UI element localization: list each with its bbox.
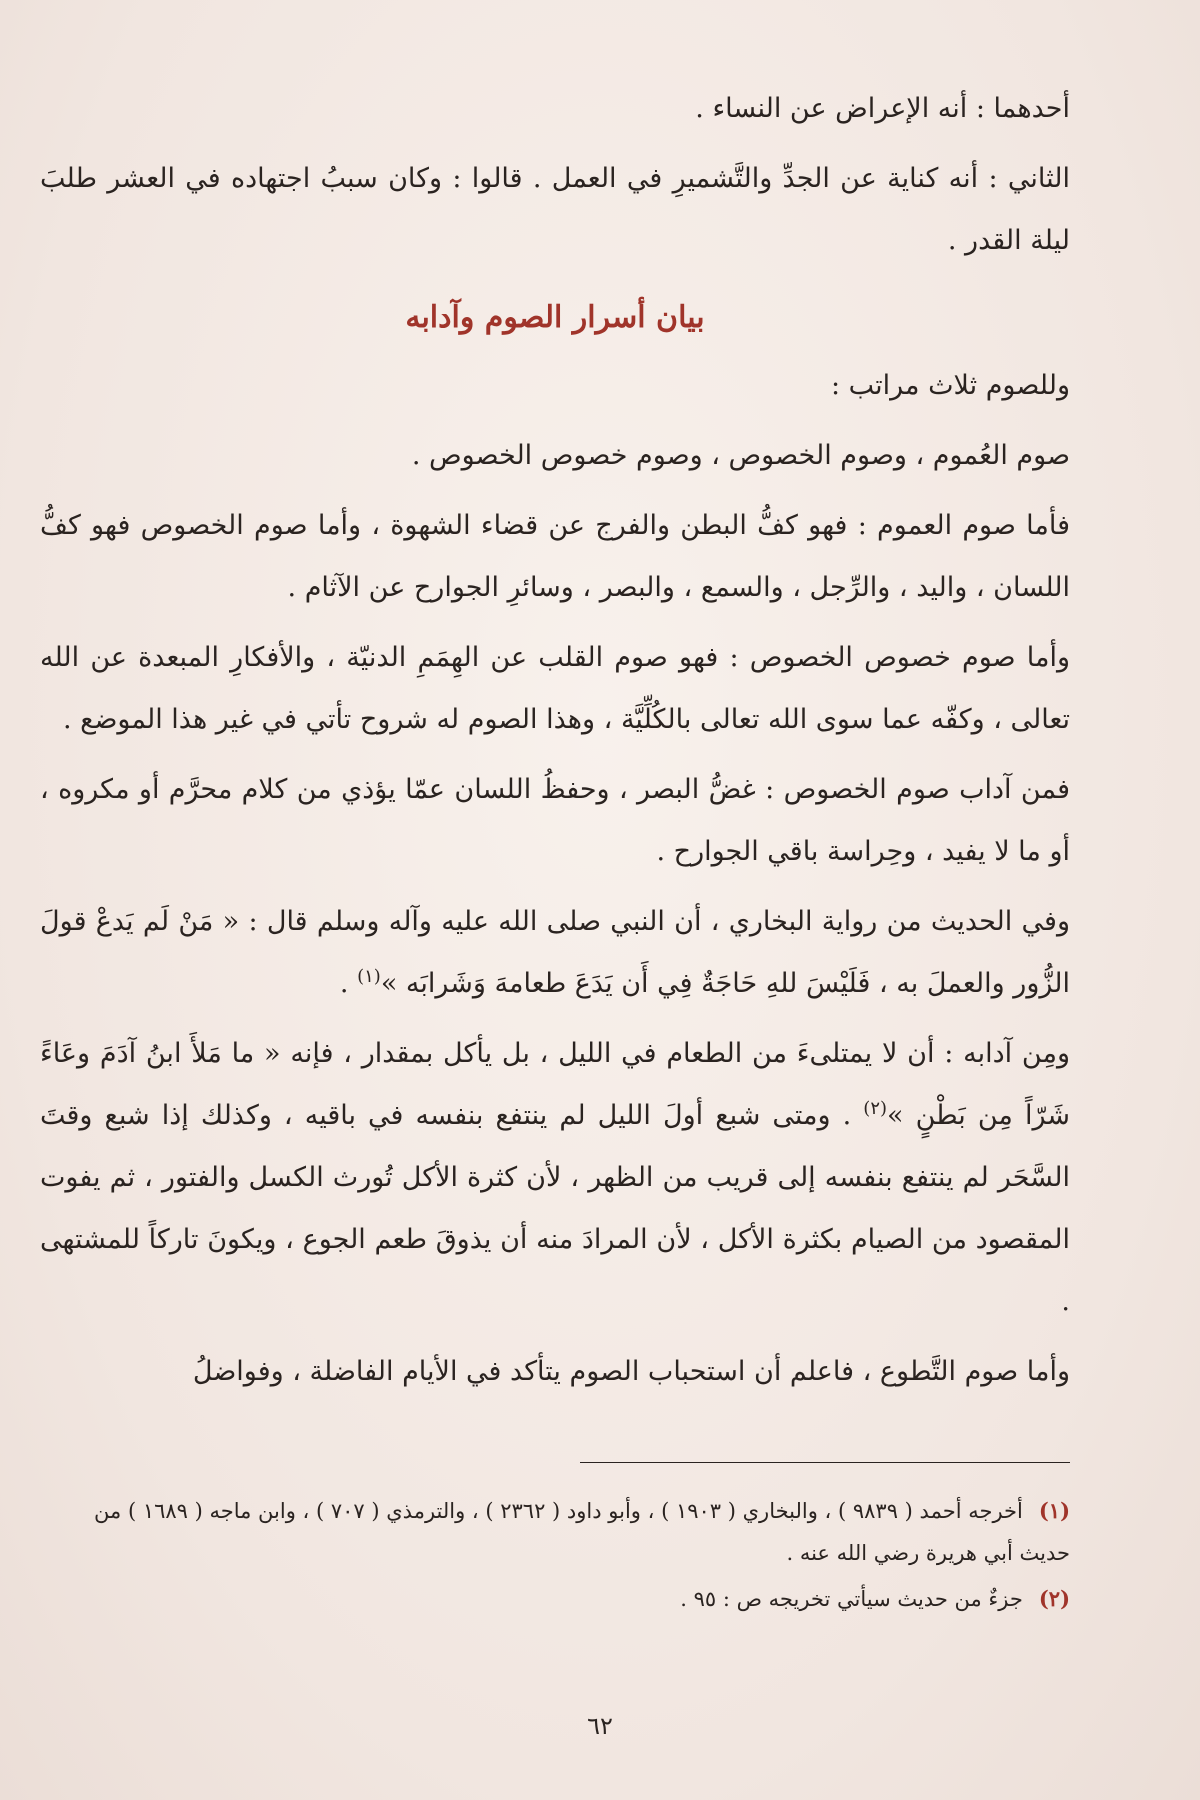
footnotes [40, 1490, 1070, 1624]
footnote-text: أخرجه أحمد ( ٩٨٣٩ ) ، والبخاري ( ١٩٠٣ ) ، وأبو داود ( ٢٣٦٢ ) ، والترمذي ( ٧٠٧ ) ، وابن ماجه ( ١٦٨٩ ) من حديث أبي هريرة رضي الله عنه . [94, 1499, 1070, 1565]
footnote-divider [580, 1462, 1070, 1463]
paragraph-9 [40, 1023, 1070, 1333]
footnote-ref-2[interactable]: (٢) [863, 1098, 888, 1119]
paragraph-2: الثاني : أنه كناية عن الجدِّ والتَّشميرِ في العمل . قالوا : وكان سببُ اجتهاده في العشر طلبَ ليلة القدر . [40, 163, 1070, 256]
main-text [40, 78, 1070, 1411]
section-heading: بيان أسرار الصوم وآدابه [405, 300, 705, 335]
footnote-2 [40, 1578, 1070, 1620]
footnote-number: (٢) [1038, 1586, 1070, 1611]
paragraph-1: أحدهما : أنه الإعراض عن النساء . [695, 93, 1070, 124]
paragraph-6: وأما صوم خصوص الخصوص : فهو صوم القلب عن الهِمَمِ الدنيّة ، والأفكارِ المبعدة عن الله تعالى ، وكفّه عما سوى الله تعالى بالكُلِّيَّة ، وهذا الصوم له شروح تأتي في غير هذا الموضع . [40, 642, 1070, 735]
hadith-text: وفي الحديث من رواية البخاري ، أن النبي صلى الله عليه وآله وسلم قال : « مَنْ لَم يَدعْ قولَ الزُّور والعملَ به ، فَلَيْسَ للهِ حَاجَةٌ فِي أَن يَدَعَ طعامهَ وَشَرابَه » [40, 906, 1070, 999]
footnote-1 [40, 1490, 1070, 1574]
paragraph-9-start: ومِن آدابه : أن لا يمتلىءَ من الطعام في الليل ، بل يأكل بمقدار ، فإنه « ما مَلأَ ابنُ آدَمَ وعَاءً شَرّاً مِن بَطْنٍ » [40, 1038, 1070, 1131]
footnote-number: (١) [1038, 1498, 1070, 1523]
paragraph-5: فأما صوم العموم : فهو كفُّ البطن والفرج عن قضاء الشهوة ، وأما صوم الخصوص فهو كفُّ اللسان ، واليد ، والرِّجل ، والسمع ، والبصر ، وسائرِ الجوارح عن الآثام . [40, 510, 1070, 603]
footnote-ref-1[interactable]: (١) [357, 966, 381, 987]
paragraph-3: وللصوم ثلاث مراتب : [830, 370, 1070, 401]
paragraph-7: فمن آداب صوم الخصوص : غضُّ البصر ، وحفظُ اللسان عمّا يؤذي من كلام محرَّم أو مكروه ، أو ما لا يفيد ، وحِراسة باقي الجوارح . [40, 774, 1070, 867]
paragraph-4: صوم العُموم ، وصوم الخصوص ، وصوم خصوص الخصوص . [411, 440, 1070, 471]
footnote-text: جزءٌ من حديث سيأتي تخريجه ص : ٩٥ . [680, 1587, 1023, 1611]
paragraph-9-rest: . ومتى شبع أولَ الليل لم ينتفع بنفسه في باقيه ، وكذلك إذا شبع وقتَ السَّحَر لم ينتفع بنفسه إلى قريب من الظهر ، لأن كثرة الأكل تُورث الكسل والفتور ، ثم يفوت المقصود من الصيام بكثرة الأكل ، لأن المرادَ منه أن يذوقَ طعم الجوع ، ويكونَ تاركاً للمشتهى . [40, 1100, 1070, 1317]
paragraph-8-end: . [339, 968, 358, 999]
paragraph-10: وأما صوم التَّطوع ، فاعلم أن استحباب الصوم يتأكد في الأيام الفاضلة ، وفواضلُ [192, 1356, 1070, 1387]
paragraph-8 [40, 891, 1070, 1015]
page-number: ٦٢ [587, 1712, 613, 1740]
